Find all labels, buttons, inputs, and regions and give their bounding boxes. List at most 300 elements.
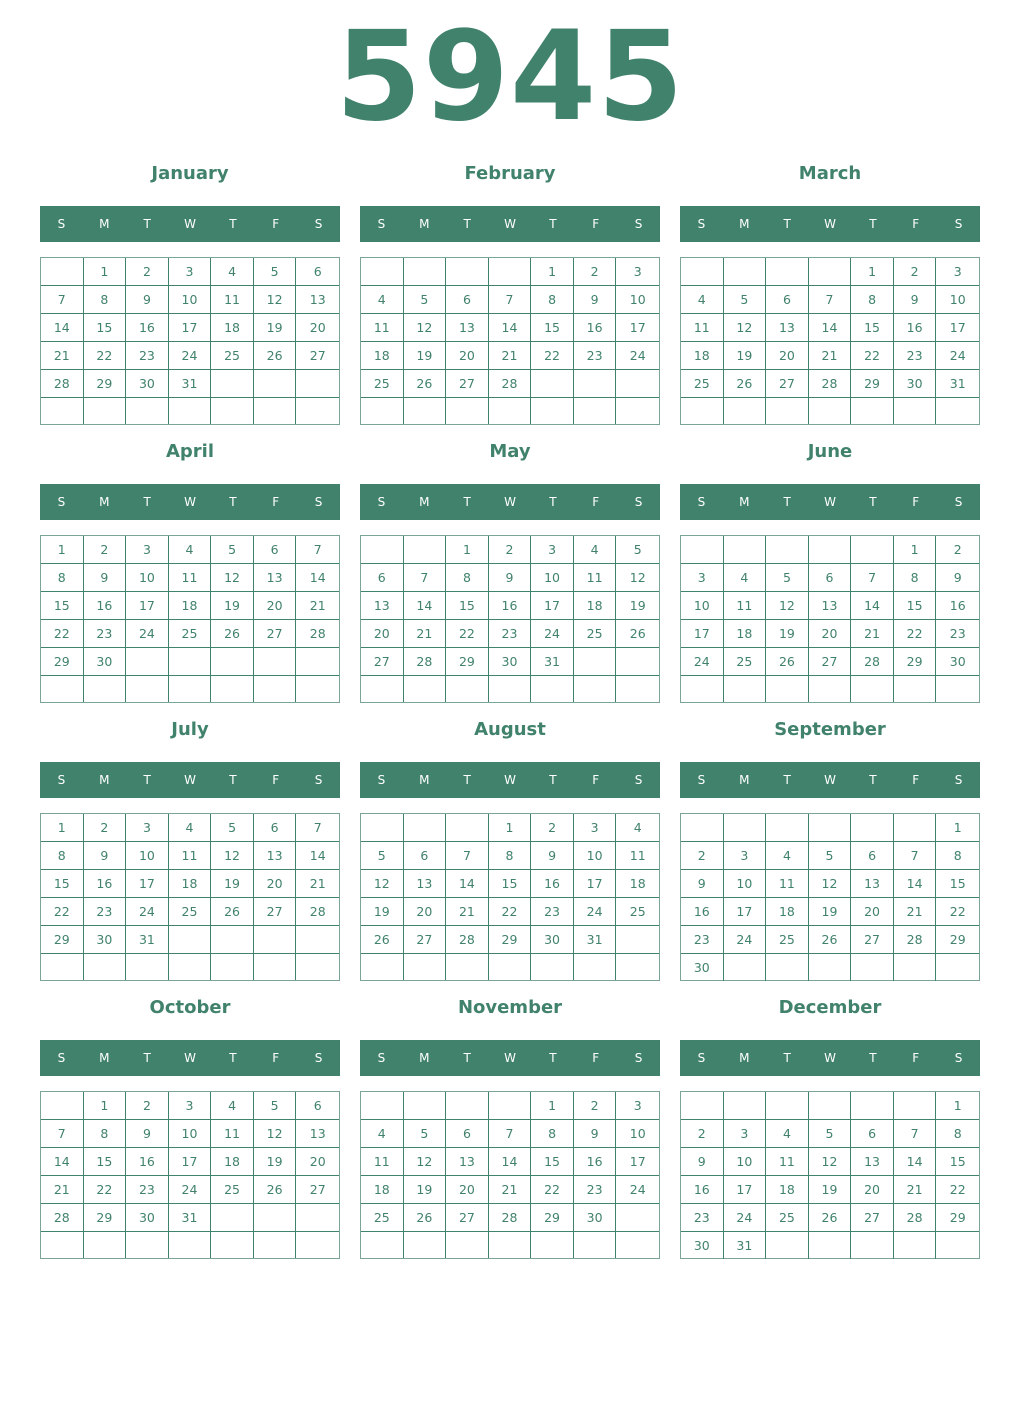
day-cell: 18 xyxy=(574,592,617,620)
weekday-label: F xyxy=(272,1051,280,1065)
day-cell: 26 xyxy=(404,1204,447,1232)
weekday-label: T xyxy=(143,773,151,787)
day-cell: 7 xyxy=(894,842,937,870)
empty-day-cell xyxy=(766,1092,809,1120)
day-cell: 3 xyxy=(531,536,574,564)
day-cell: 5 xyxy=(361,842,404,870)
weekday-label: M xyxy=(419,773,430,787)
month-name: July xyxy=(171,719,209,740)
empty-day-cell xyxy=(296,954,339,980)
day-cell: 8 xyxy=(894,564,937,592)
weekday-label: T xyxy=(463,1051,471,1065)
day-cell: 20 xyxy=(851,1176,894,1204)
empty-day-cell xyxy=(361,398,404,424)
day-cell: 12 xyxy=(616,564,659,592)
weekday-label: S xyxy=(697,495,706,509)
day-cell: 14 xyxy=(404,592,447,620)
day-cell: 26 xyxy=(766,648,809,676)
weekday-label: T xyxy=(463,495,471,509)
day-cell: 31 xyxy=(169,370,212,398)
day-cell: 24 xyxy=(681,648,724,676)
day-cell: 24 xyxy=(531,620,574,648)
empty-day-cell xyxy=(724,398,767,424)
day-cell: 7 xyxy=(446,842,489,870)
empty-day-cell xyxy=(936,676,979,702)
day-cell: 18 xyxy=(361,342,404,370)
day-cell: 6 xyxy=(296,258,339,286)
empty-day-cell xyxy=(361,536,404,564)
month-name: April xyxy=(165,441,215,462)
day-cell: 7 xyxy=(851,564,894,592)
day-cell: 28 xyxy=(41,370,84,398)
day-cell: 18 xyxy=(681,342,724,370)
day-cell: 28 xyxy=(489,1204,532,1232)
day-cell: 15 xyxy=(446,592,489,620)
weekday-label: M xyxy=(99,1051,110,1065)
empty-day-cell xyxy=(84,676,127,702)
day-cell: 17 xyxy=(616,314,659,342)
day-cell: 14 xyxy=(41,314,84,342)
weekday-label: W xyxy=(184,1051,196,1065)
day-cell: 14 xyxy=(851,592,894,620)
day-cell: 16 xyxy=(681,1176,724,1204)
weekday-label: S xyxy=(954,495,963,509)
day-cell: 13 xyxy=(254,564,297,592)
empty-day-cell xyxy=(169,954,212,980)
day-cell: 10 xyxy=(169,1120,212,1148)
weekday-label: S xyxy=(57,1051,66,1065)
day-cell: 30 xyxy=(936,648,979,676)
day-cell: 12 xyxy=(211,842,254,870)
day-cell: 17 xyxy=(531,592,574,620)
day-cell: 31 xyxy=(169,1204,212,1232)
day-cell: 22 xyxy=(489,898,532,926)
empty-day-cell xyxy=(489,954,532,980)
day-cell: 26 xyxy=(211,898,254,926)
empty-day-cell xyxy=(531,1232,574,1258)
day-cell: 8 xyxy=(936,842,979,870)
day-cell: 10 xyxy=(724,870,767,898)
day-cell: 29 xyxy=(936,1204,979,1232)
day-cell: 27 xyxy=(851,1204,894,1232)
day-cell: 4 xyxy=(681,286,724,314)
empty-day-cell xyxy=(404,1092,447,1120)
weekday-label: M xyxy=(739,1051,750,1065)
day-cell: 21 xyxy=(894,898,937,926)
empty-day-cell xyxy=(574,398,617,424)
empty-day-cell xyxy=(851,676,894,702)
day-cell: 9 xyxy=(681,870,724,898)
weekday-label: M xyxy=(739,773,750,787)
day-cell: 7 xyxy=(894,1120,937,1148)
day-cell: 21 xyxy=(404,620,447,648)
day-cell: 18 xyxy=(169,592,212,620)
weekday-label: T xyxy=(869,495,877,509)
day-cell: 23 xyxy=(126,342,169,370)
day-cell: 14 xyxy=(809,314,852,342)
day-grid xyxy=(360,813,660,981)
day-cell: 17 xyxy=(724,1176,767,1204)
empty-day-cell xyxy=(169,1232,212,1258)
day-cell: 2 xyxy=(574,258,617,286)
day-cell: 17 xyxy=(936,314,979,342)
day-cell: 4 xyxy=(361,1120,404,1148)
empty-day-cell xyxy=(84,1232,127,1258)
day-cell: 11 xyxy=(361,314,404,342)
weekday-label: S xyxy=(634,773,643,787)
empty-day-cell xyxy=(404,258,447,286)
weekday-label: T xyxy=(869,1051,877,1065)
empty-day-cell xyxy=(851,814,894,842)
weekday-label: M xyxy=(419,1051,430,1065)
empty-day-cell xyxy=(894,398,937,424)
day-cell: 26 xyxy=(211,620,254,648)
day-cell: 27 xyxy=(296,1176,339,1204)
empty-day-cell xyxy=(404,1232,447,1258)
empty-day-cell xyxy=(616,648,659,676)
empty-day-cell xyxy=(894,676,937,702)
day-cell: 12 xyxy=(724,314,767,342)
day-cell: 16 xyxy=(681,898,724,926)
weekday-label: W xyxy=(824,217,836,231)
day-cell: 27 xyxy=(446,1204,489,1232)
weekday-label: T xyxy=(229,1051,237,1065)
day-cell: 31 xyxy=(126,926,169,954)
empty-day-cell xyxy=(681,258,724,286)
day-cell: 23 xyxy=(681,1204,724,1232)
weekday-label: F xyxy=(912,1051,920,1065)
weekday-label: F xyxy=(272,495,280,509)
day-cell: 16 xyxy=(84,592,127,620)
day-cell: 9 xyxy=(531,842,574,870)
weekday-label: W xyxy=(184,773,196,787)
day-cell: 12 xyxy=(254,1120,297,1148)
day-cell: 1 xyxy=(851,258,894,286)
day-grid xyxy=(680,813,980,981)
day-cell: 25 xyxy=(681,370,724,398)
day-cell: 23 xyxy=(936,620,979,648)
weekday-label: T xyxy=(549,1051,557,1065)
day-cell: 25 xyxy=(361,1204,404,1232)
day-cell: 10 xyxy=(724,1148,767,1176)
day-cell: 12 xyxy=(404,314,447,342)
day-cell: 21 xyxy=(296,592,339,620)
day-cell: 17 xyxy=(681,620,724,648)
day-cell: 13 xyxy=(851,870,894,898)
empty-day-cell xyxy=(254,648,297,676)
empty-day-cell xyxy=(126,1232,169,1258)
day-cell: 21 xyxy=(41,342,84,370)
weekday-header xyxy=(40,762,340,798)
day-cell: 18 xyxy=(724,620,767,648)
day-cell: 30 xyxy=(574,1204,617,1232)
day-cell: 21 xyxy=(489,342,532,370)
day-cell: 29 xyxy=(84,1204,127,1232)
day-cell: 30 xyxy=(681,954,724,981)
weekday-label: F xyxy=(592,773,600,787)
day-cell: 10 xyxy=(531,564,574,592)
day-cell: 24 xyxy=(724,926,767,954)
weekday-label: W xyxy=(504,1051,516,1065)
day-cell: 11 xyxy=(169,564,212,592)
day-cell: 4 xyxy=(574,536,617,564)
day-cell: 5 xyxy=(404,286,447,314)
day-cell: 9 xyxy=(126,1120,169,1148)
empty-day-cell xyxy=(531,370,574,398)
month-name: November xyxy=(457,997,563,1018)
day-cell: 7 xyxy=(41,286,84,314)
day-cell: 3 xyxy=(936,258,979,286)
empty-day-cell xyxy=(126,398,169,424)
day-cell: 30 xyxy=(126,1204,169,1232)
empty-day-cell xyxy=(766,676,809,702)
empty-day-cell xyxy=(296,648,339,676)
day-cell: 7 xyxy=(41,1120,84,1148)
day-cell: 8 xyxy=(41,842,84,870)
day-cell: 9 xyxy=(681,1148,724,1176)
day-cell: 10 xyxy=(681,592,724,620)
day-cell: 13 xyxy=(446,314,489,342)
day-cell: 30 xyxy=(531,926,574,954)
empty-day-cell xyxy=(211,676,254,702)
empty-day-cell xyxy=(851,954,894,981)
day-cell: 16 xyxy=(894,314,937,342)
day-cell: 17 xyxy=(574,870,617,898)
day-cell: 29 xyxy=(489,926,532,954)
day-cell: 1 xyxy=(41,536,84,564)
weekday-label: F xyxy=(592,1051,600,1065)
weekday-label: F xyxy=(592,495,600,509)
day-grid xyxy=(360,535,660,703)
day-cell: 2 xyxy=(126,1092,169,1120)
day-cell: 5 xyxy=(211,814,254,842)
year-title: 5945 xyxy=(335,5,685,149)
day-cell: 16 xyxy=(574,314,617,342)
day-cell: 30 xyxy=(489,648,532,676)
day-cell: 6 xyxy=(446,1120,489,1148)
day-cell: 3 xyxy=(126,814,169,842)
day-cell: 15 xyxy=(531,314,574,342)
empty-day-cell xyxy=(616,370,659,398)
day-cell: 15 xyxy=(894,592,937,620)
empty-day-cell xyxy=(681,536,724,564)
day-cell: 26 xyxy=(724,370,767,398)
day-cell: 22 xyxy=(851,342,894,370)
day-cell: 9 xyxy=(84,842,127,870)
weekday-header xyxy=(360,484,660,520)
day-cell: 21 xyxy=(894,1176,937,1204)
empty-day-cell xyxy=(254,398,297,424)
day-cell: 15 xyxy=(531,1148,574,1176)
day-cell: 22 xyxy=(84,342,127,370)
month-name: January xyxy=(151,163,229,184)
day-cell: 8 xyxy=(936,1120,979,1148)
empty-day-cell xyxy=(766,1232,809,1259)
day-cell: 29 xyxy=(41,926,84,954)
day-grid xyxy=(360,1091,660,1259)
weekday-label: S xyxy=(634,495,643,509)
weekday-label: F xyxy=(272,773,280,787)
day-cell: 30 xyxy=(126,370,169,398)
day-cell: 9 xyxy=(84,564,127,592)
day-cell: 19 xyxy=(254,1148,297,1176)
empty-day-cell xyxy=(766,814,809,842)
day-grid xyxy=(40,535,340,703)
day-cell: 16 xyxy=(126,314,169,342)
day-cell: 27 xyxy=(254,620,297,648)
day-cell: 13 xyxy=(296,286,339,314)
day-cell: 24 xyxy=(936,342,979,370)
weekday-label: T xyxy=(143,1051,151,1065)
day-cell: 8 xyxy=(851,286,894,314)
weekday-label: T xyxy=(229,773,237,787)
empty-day-cell xyxy=(616,398,659,424)
day-cell: 24 xyxy=(126,898,169,926)
empty-day-cell xyxy=(254,370,297,398)
day-cell: 19 xyxy=(616,592,659,620)
day-cell: 11 xyxy=(766,1148,809,1176)
weekday-label: F xyxy=(912,217,920,231)
empty-day-cell xyxy=(809,536,852,564)
day-cell: 23 xyxy=(681,926,724,954)
empty-day-cell xyxy=(894,814,937,842)
day-cell: 23 xyxy=(84,620,127,648)
empty-day-cell xyxy=(84,954,127,980)
empty-day-cell xyxy=(616,926,659,954)
weekday-label: T xyxy=(549,773,557,787)
day-cell: 29 xyxy=(851,370,894,398)
weekday-label: S xyxy=(697,1051,706,1065)
month-name: October xyxy=(149,997,231,1018)
day-cell: 26 xyxy=(616,620,659,648)
day-cell: 17 xyxy=(169,1148,212,1176)
day-cell: 28 xyxy=(296,620,339,648)
day-cell: 21 xyxy=(851,620,894,648)
weekday-label: M xyxy=(419,217,430,231)
day-cell: 19 xyxy=(809,898,852,926)
day-cell: 25 xyxy=(211,342,254,370)
weekday-label: W xyxy=(504,217,516,231)
empty-day-cell xyxy=(41,1232,84,1258)
month-name: May xyxy=(489,441,531,462)
weekday-label: S xyxy=(634,1051,643,1065)
weekday-header xyxy=(360,206,660,242)
day-cell: 27 xyxy=(766,370,809,398)
day-cell: 25 xyxy=(169,620,212,648)
weekday-label: S xyxy=(314,495,323,509)
day-grid xyxy=(40,813,340,981)
day-cell: 17 xyxy=(126,870,169,898)
day-cell: 11 xyxy=(211,286,254,314)
day-cell: 14 xyxy=(489,1148,532,1176)
day-cell: 4 xyxy=(169,536,212,564)
weekday-label: S xyxy=(634,217,643,231)
empty-day-cell xyxy=(809,676,852,702)
weekday-label: S xyxy=(314,1051,323,1065)
day-cell: 16 xyxy=(489,592,532,620)
empty-day-cell xyxy=(766,258,809,286)
day-cell: 15 xyxy=(84,1148,127,1176)
empty-day-cell xyxy=(211,648,254,676)
day-cell: 9 xyxy=(126,286,169,314)
day-grid xyxy=(360,257,660,425)
empty-day-cell xyxy=(446,1092,489,1120)
day-cell: 29 xyxy=(446,648,489,676)
day-cell: 2 xyxy=(531,814,574,842)
weekday-label: T xyxy=(783,1051,791,1065)
empty-day-cell xyxy=(126,648,169,676)
weekday-label: W xyxy=(504,495,516,509)
empty-day-cell xyxy=(211,370,254,398)
day-cell: 11 xyxy=(616,842,659,870)
day-cell: 3 xyxy=(574,814,617,842)
weekday-label: M xyxy=(99,773,110,787)
day-cell: 1 xyxy=(84,258,127,286)
month-name: February xyxy=(464,163,556,184)
day-grid xyxy=(680,1091,980,1259)
empty-day-cell xyxy=(211,398,254,424)
day-cell: 26 xyxy=(254,1176,297,1204)
day-cell: 1 xyxy=(936,814,979,842)
day-cell: 24 xyxy=(169,1176,212,1204)
weekday-label: T xyxy=(783,495,791,509)
day-cell: 13 xyxy=(446,1148,489,1176)
empty-day-cell xyxy=(894,1092,937,1120)
weekday-label: T xyxy=(229,495,237,509)
weekday-label: S xyxy=(314,773,323,787)
month-name: March xyxy=(798,163,862,184)
day-cell: 29 xyxy=(936,926,979,954)
day-cell: 6 xyxy=(851,1120,894,1148)
empty-day-cell xyxy=(254,954,297,980)
day-cell: 25 xyxy=(616,898,659,926)
empty-day-cell xyxy=(169,926,212,954)
day-cell: 19 xyxy=(361,898,404,926)
day-cell: 21 xyxy=(446,898,489,926)
weekday-label: M xyxy=(739,495,750,509)
empty-day-cell xyxy=(404,814,447,842)
day-cell: 19 xyxy=(211,870,254,898)
empty-day-cell xyxy=(446,258,489,286)
day-cell: 27 xyxy=(361,648,404,676)
empty-day-cell xyxy=(809,814,852,842)
empty-day-cell xyxy=(361,814,404,842)
day-cell: 25 xyxy=(211,1176,254,1204)
empty-day-cell xyxy=(724,954,767,981)
day-cell: 17 xyxy=(126,592,169,620)
day-cell: 31 xyxy=(574,926,617,954)
weekday-label: S xyxy=(954,217,963,231)
weekday-label: S xyxy=(377,495,386,509)
empty-day-cell xyxy=(41,398,84,424)
empty-day-cell xyxy=(616,1232,659,1258)
empty-day-cell xyxy=(404,676,447,702)
weekday-label: T xyxy=(463,217,471,231)
day-cell: 2 xyxy=(84,814,127,842)
day-cell: 25 xyxy=(361,370,404,398)
weekday-label: W xyxy=(184,495,196,509)
day-cell: 5 xyxy=(616,536,659,564)
day-cell: 4 xyxy=(169,814,212,842)
empty-day-cell xyxy=(894,954,937,981)
day-cell: 5 xyxy=(404,1120,447,1148)
day-cell: 6 xyxy=(254,536,297,564)
empty-day-cell xyxy=(531,954,574,980)
day-cell: 1 xyxy=(894,536,937,564)
day-cell: 20 xyxy=(766,342,809,370)
month-name: September xyxy=(774,719,886,740)
weekday-header xyxy=(40,206,340,242)
